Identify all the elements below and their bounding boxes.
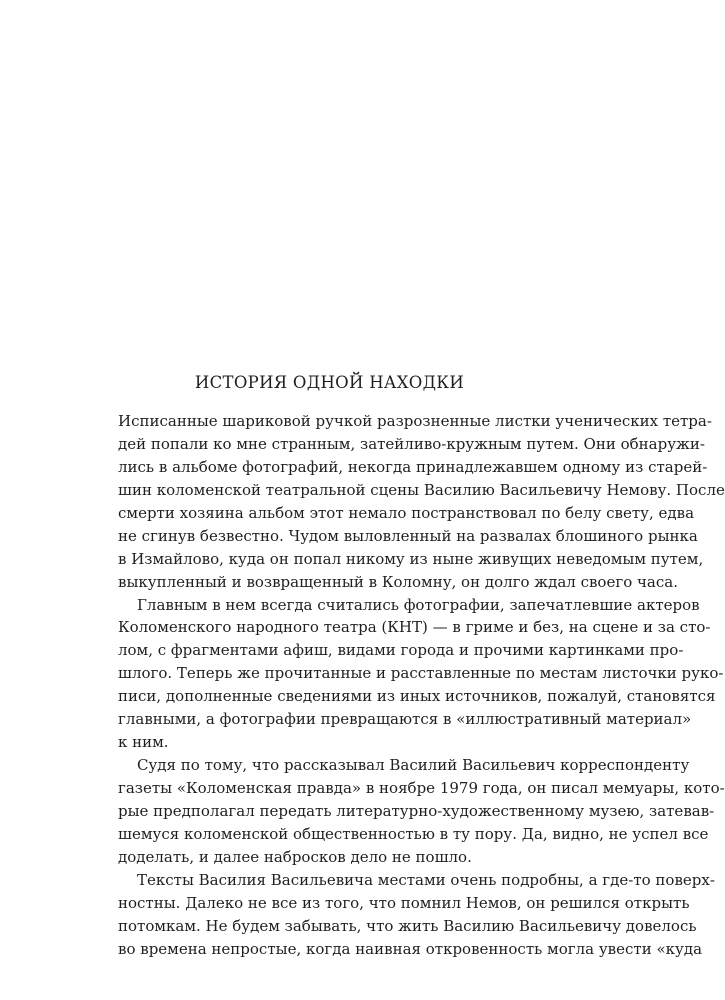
- text-line: лом, с фрагментами афиш, видами города и прочими картинками про-: [118, 641, 684, 660]
- text-line: не сгинув безвестно. Чудом выловленный на развалах блошиного рынка: [118, 526, 698, 545]
- text-line: дей попали ко мне странным, затейливо-кружным путем. Они обнаружи-: [118, 434, 705, 453]
- text-line: писи, дополненные сведениями из иных источников, пожалуй, становятся: [118, 687, 716, 706]
- text-line: во времена непростые, когда наивная откровенность могла увести «куда: [118, 939, 703, 958]
- chapter-title: ИСТОРИЯ ОДНОЙ НАХОДКИ: [194, 373, 465, 392]
- text-line: шин коломенской театральной сцены Василию Васильевичу Немову. После: [118, 480, 725, 499]
- text-line: газеты «Коломенская правда» в ноябре 1979 года, он писал мемуары, кото-: [118, 779, 725, 797]
- text-line: в Измайлово, куда он попал никому из ныне живущих неведомым путем,: [118, 549, 704, 568]
- text-line: лись в альбоме фотографий, некогда принадлежавшем одному из старей-: [118, 457, 708, 476]
- text-line: главными, а фотографии превращаются в «иллюстративный материал»: [118, 710, 692, 729]
- text-line: Коломенского народного театра (КНТ) — в гриме и без, на сцене и за сто-: [118, 618, 711, 637]
- text-line: Тексты Василия Васильевича местами очень подробны, а где-то поверх-: [137, 870, 715, 889]
- text-line: выкупленный и возвращенный в Коломну, он долго ждал своего часа.: [118, 572, 678, 591]
- body-text: [118, 410, 725, 961]
- text-line: шлого. Теперь же прочитанные и расставленные по местам листочки руко-: [118, 664, 724, 683]
- text-line: рые предполагал передать литературно-художественному музею, затевав-: [118, 801, 715, 820]
- text-line: ностны. Далеко не все из того, что помнил Немов, он решился открыть: [118, 893, 690, 912]
- text-line: Исписанные шариковой ручкой разрозненные листки ученических тетра-: [118, 412, 712, 430]
- text-line: потомкам. Не будем забывать, что жить Василию Васильевичу довелось: [118, 916, 697, 935]
- text-line: доделать, и далее набросков дело не пошло.: [118, 847, 472, 866]
- text-line: Главным в нем всегда считались фотографии, запечатлевшие актеров: [137, 595, 700, 614]
- text-line: шемуся коломенской общественностью в ту пору. Да, видно, не успел все: [118, 824, 709, 843]
- text-line: к ним.: [118, 733, 169, 752]
- text-line: Судя по тому, что рассказывал Василий Васильевич корреспонденту: [137, 756, 690, 775]
- text-line: смерти хозяина альбом этот немало постранствовал по белу свету, едва: [118, 503, 695, 522]
